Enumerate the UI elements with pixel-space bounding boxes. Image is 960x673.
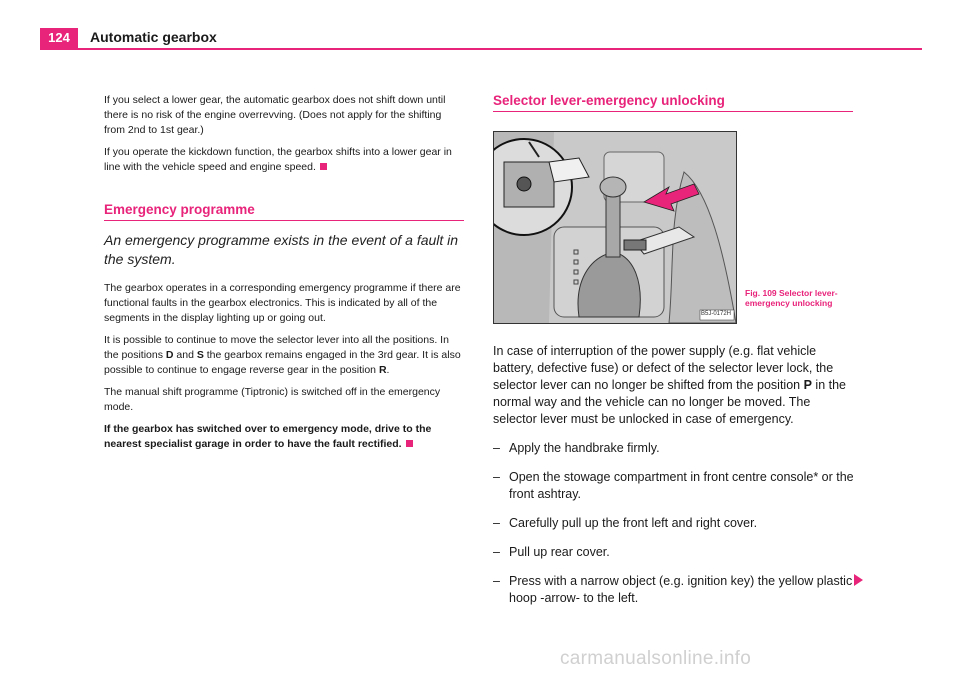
right-body [493,343,857,619]
kickdown-text: If you operate the kickdown function, the gearbox shifts into a lower gear in line with the vehicle speed and engine speed. [104,146,452,173]
continue-arrow-icon [854,574,863,586]
step-dash: – [493,441,500,455]
step-text: Open the stowage compartment in front centre console* or the front ashtray. [509,470,854,501]
section-title-emergency: Emergency programme [104,202,464,221]
step-pull-rear-cover [493,544,857,561]
step-pull-front-cover [493,515,857,532]
step-text: Carefully pull up the front left and right cover. [509,516,758,530]
page-number: 124 [40,28,78,48]
position-p: P [803,378,812,392]
step-dash: – [493,470,500,484]
selector-lever-illustration [494,132,736,323]
left-column [104,93,464,459]
interruption-text-a: In case of interruption of the power supply (e.g. flat vehicle battery, defective fuse) or defect of the selector lever lock, the selector lever can no longer be shifted from the position [493,344,834,392]
page-header [40,28,922,50]
end-mark-icon [320,163,327,170]
section-title-unlocking: Selector lever-emergency unlocking [493,93,853,112]
positions-text-a: It is possible to continue to move the selector lever into all the positions. In the positions [104,334,449,361]
end-mark-icon [406,440,413,447]
position-d: D [165,349,174,361]
position-r: R [378,364,387,376]
step-text: Press with a narrow object (e.g. ignition key) the yellow plastic hoop -arrow- to the left. [509,574,853,605]
positions-text-c: the gearbox remains engaged in the 3rd gear. It is also possible to continue to engage reverse gear in the position [104,349,461,376]
garage-warning-text: If the gearbox has switched over to emergency mode, drive to the nearest specialist garage in order to have the fault rectified. [104,423,432,450]
step-press-hoop [493,573,857,607]
paragraph-emergency-operation: The gearbox operates in a corresponding emergency programme if there are functional faults in the gearbox electronics. This is indicated by all of the segments in the display lighting up or going out. [104,282,461,324]
figure-selector-lever [493,131,737,324]
step-handbrake [493,440,857,457]
paragraph-lower-gear: If you select a lower gear, the automatic gearbox does not shift down until there is no risk of the engine overrevving. (Does not apply for the shifting from 2nd to 1st gear.) [104,94,446,136]
positions-text-end: . [386,364,390,376]
interruption-text-b: in the normal way and the vehicle can no longer be moved. The selector lever must be unlocked in case of emergency. [493,378,846,426]
paragraph-kickdown [104,145,464,175]
paragraph-selector-positions [104,333,464,378]
watermark: carmanualsonline.info [560,648,752,669]
figure-code: B5J-0172H [701,311,732,317]
step-open-stowage [493,469,857,503]
step-text: Pull up rear cover. [509,545,610,559]
header-rule [40,48,922,50]
positions-text-b: and [173,349,197,361]
chapter-title: Automatic gearbox [90,29,217,45]
right-column-heading [493,93,853,112]
paragraph-power-interruption [493,343,857,428]
paragraph-tiptronic: The manual shift programme (Tiptronic) is switched off in the emergency mode. [104,386,441,413]
figure-caption: Fig. 109 Selector lever-emergency unlocking [745,288,838,308]
step-dash: – [493,516,500,530]
step-dash: – [493,545,500,559]
step-text: Apply the handbrake firmly. [509,441,660,455]
paragraph-garage-warning [104,422,464,452]
intro-emergency: An emergency programme exists in the event of a fault in the system. [104,232,459,267]
position-s: S [196,349,204,361]
step-dash: – [493,574,500,588]
